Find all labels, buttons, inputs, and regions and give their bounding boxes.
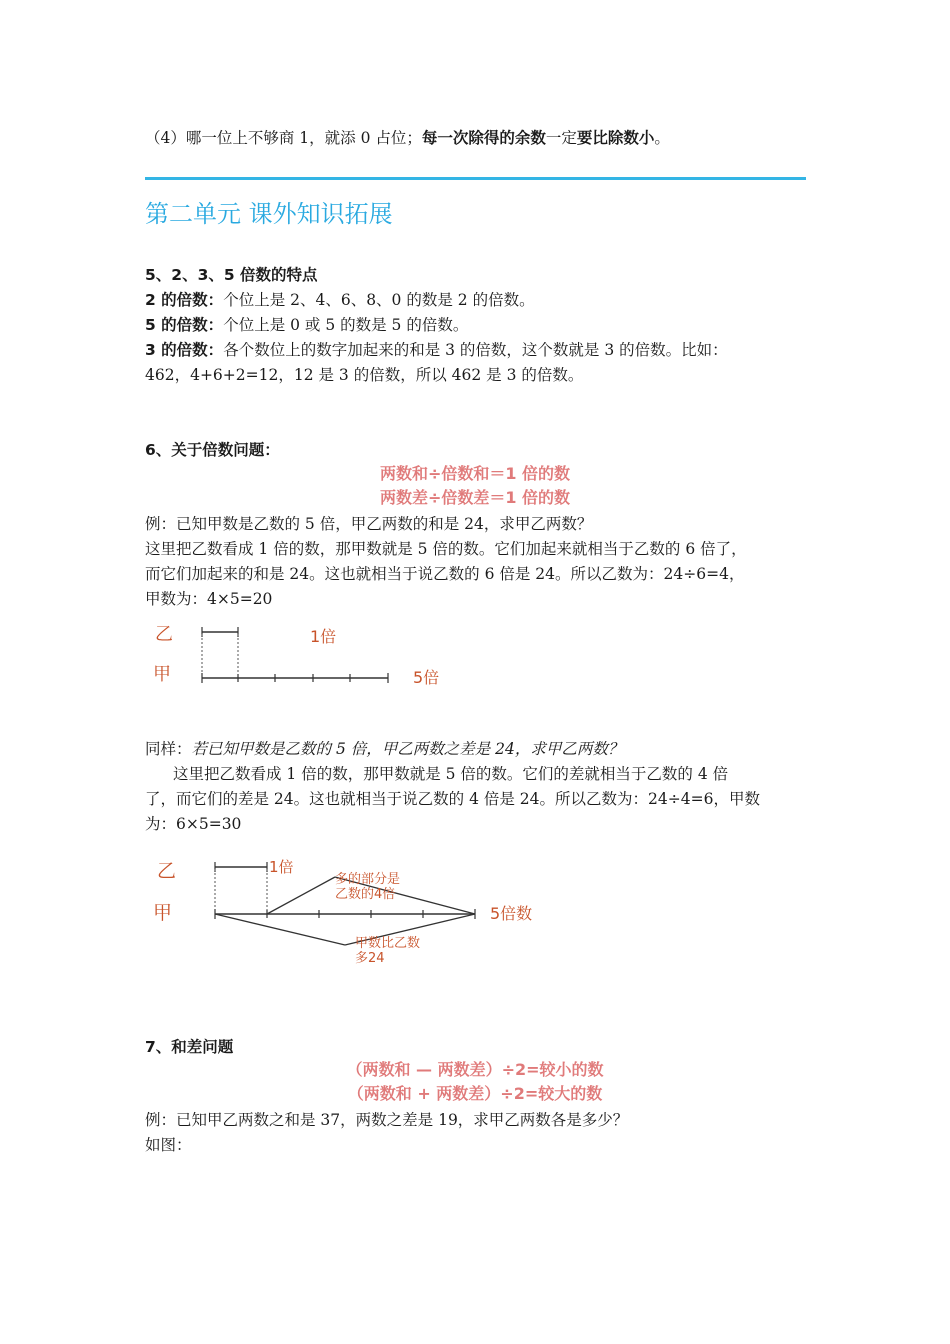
- intro-text: （4）哪一位上不够商 1，就添 0 占位；: [145, 129, 422, 147]
- section6-title: 6、关于倍数问题：: [145, 441, 280, 459]
- section-divider: [145, 177, 806, 180]
- same-question-text: 若已知甲数是乙数的 5 倍，甲乙两数之差是 24，求甲乙两数？: [191, 740, 624, 758]
- item-label: 2 的倍数：: [145, 291, 224, 309]
- formula-sum: 两数和÷倍数和＝1 倍的数: [379, 464, 571, 483]
- section6-example: 例：已知甲数是乙数的 5 倍，甲乙两数的和是 24，求甲乙两数？: [145, 515, 593, 533]
- item-label: 5 的倍数：: [145, 316, 224, 334]
- diagram2-label-1bei: 1倍: [269, 858, 294, 876]
- section7-title: 7、和差问题: [145, 1038, 234, 1056]
- section5-title: 5、2、3、5 倍数的特点: [145, 266, 318, 284]
- section6-explanation-2: 而它们加起来的和是 24。这也就相当于说乙数的 6 倍是 24。所以乙数为：24÷6=4，: [145, 565, 745, 583]
- diagram2-label-jia: 甲: [153, 902, 173, 924]
- diagram1-label-1bei: 1倍: [310, 627, 337, 646]
- section7-as-shown: 如图：: [145, 1136, 192, 1154]
- intro-text-end: 。: [654, 129, 670, 147]
- diagram2-lower-note-2: 多24: [355, 951, 385, 966]
- section5-item-2: [145, 290, 535, 310]
- diagram-multiple-diff: [145, 845, 565, 975]
- formula-smaller: （两数和 — 两数差）÷2=较小的数: [346, 1060, 604, 1079]
- section6-same-question: [145, 739, 623, 759]
- diagram2-label-5bei: 5倍数: [490, 904, 533, 923]
- item-text: 各个数位上的数字加起来的和是 3 的倍数，这个数就是 3 的倍数。比如：: [223, 341, 728, 359]
- section5-item-3: [145, 340, 728, 360]
- intro-emphasis-1: 每一次除得的余数: [421, 129, 546, 147]
- section6-explanation-3: 甲数为：4×5=20: [145, 590, 273, 608]
- formula-larger: （两数和 + 两数差）÷2=较大的数: [347, 1084, 603, 1103]
- item-label: 3 的倍数：: [145, 341, 224, 359]
- same-prefix: 同样：: [145, 740, 192, 758]
- diagram2-lower-brace: [215, 914, 475, 945]
- diagram2-upper-note-2: 乙数的4倍: [335, 887, 396, 902]
- section-title: 第二单元 课外知识拓展: [145, 200, 393, 228]
- diagram2-upper-note-1: 多的部分是: [335, 872, 401, 887]
- item-text: 个位上是 0 或 5 的数是 5 的倍数。: [223, 316, 469, 334]
- formula-diff: 两数差÷倍数差＝1 倍的数: [379, 488, 571, 507]
- diagram1-label-yi: 乙: [155, 624, 173, 645]
- item-text: 个位上是 2、4、6、8、0 的数是 2 的倍数。: [223, 291, 535, 309]
- diagram1-label-5bei: 5倍: [413, 668, 440, 687]
- intro-emphasis-2: 要比除数小: [576, 129, 655, 147]
- diagram2-label-yi: 乙: [157, 860, 177, 882]
- section6-explanation2-3: 为：6×5=30: [145, 815, 242, 833]
- intro-line: [145, 128, 670, 148]
- section7-example: 例：已知甲乙两数之和是 37，两数之差是 19，求甲乙两数各是多少？: [145, 1111, 629, 1129]
- section6-explanation2-1: 这里把乙数看成 1 倍的数，那甲数就是 5 倍的数。它们的差就相当于乙数的 4 倍: [173, 765, 729, 783]
- section5-continuation: 462，4+6+2=12，12 是 3 的倍数，所以 462 是 3 的倍数。: [145, 366, 584, 384]
- intro-text-mid: 一定: [545, 129, 577, 147]
- section5-item-5: [145, 315, 468, 335]
- diagram1-label-jia: 甲: [153, 664, 171, 685]
- diagram-multiple-sum: [145, 610, 465, 710]
- section6-explanation2-2: 了，而它们的差是 24。这也就相当于说乙数的 4 倍是 24。所以乙数为：24÷4=6，甲数: [145, 790, 760, 808]
- section6-explanation-1: 这里把乙数看成 1 倍的数，那甲数就是 5 倍的数。它们加起来就相当于乙数的 6 倍了，: [145, 540, 747, 558]
- diagram2-lower-note-1: 甲数比乙数: [355, 936, 421, 951]
